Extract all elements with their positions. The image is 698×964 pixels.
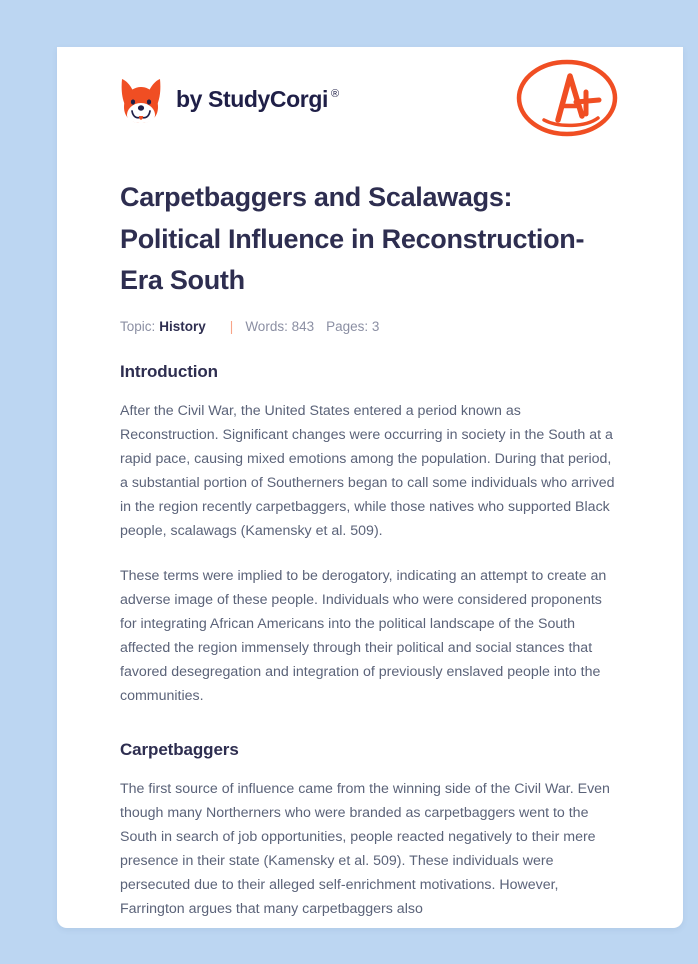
document-meta bbox=[120, 319, 620, 334]
a-plus-circled-icon bbox=[514, 56, 620, 140]
section-heading-introduction: Introduction bbox=[120, 361, 218, 381]
paragraph: The first source of influence came from the winning side of the Civil War. Even though many Northerners who were branded as carpetbaggers went to the South in search of job opportunities, people reacted negatively to their mere presence in their state (Kamensky et al. 509). These individuals were persecuted due to their alleged self-enrichment motivations. However, Farrington argues that many carpetbaggers also bbox=[120, 780, 610, 917]
meta-separator: | bbox=[229, 318, 234, 334]
brand-name: by StudyCorgi bbox=[176, 86, 328, 112]
section-heading-carpetbaggers: Carpetbaggers bbox=[120, 739, 239, 759]
document-header bbox=[120, 47, 620, 152]
meta-pages bbox=[326, 319, 379, 334]
studycorgi-brand[interactable] bbox=[120, 76, 339, 124]
page-title: Carpetbaggers and Scalawags: Political Influence in Reconstruction-Era South bbox=[120, 182, 585, 295]
meta-words bbox=[245, 319, 314, 334]
meta-pages-label: Pages: bbox=[326, 318, 369, 334]
registered-trademark-icon: ® bbox=[330, 88, 340, 100]
meta-topic-label: Topic: bbox=[120, 318, 156, 334]
paragraph: These terms were implied to be derogatory, indicating an attempt to create an adverse image of these people. Individuals who were considered proponents for integrating African Americans into the political landscape of the South affected the region immensely through their political and social stances that favored desegregation and integration of previously enslaved people into the communities. bbox=[120, 567, 607, 704]
meta-pages-value: 3 bbox=[371, 318, 380, 334]
document-page bbox=[57, 47, 683, 928]
meta-words-label: Words: bbox=[245, 318, 288, 334]
meta-topic-value[interactable]: History bbox=[159, 318, 206, 334]
paragraph: After the Civil War, the United States entered a period known as Reconstruction. Significant changes were occurring in society in the South at a rapid pace, causing mixed emotions among the population. During that period, a substantial portion of Southerners began to call some individuals who arrived in the region recently carpetbaggers, while those natives who supported Black people, scalawags (Kamensky et al. 509). bbox=[120, 402, 615, 539]
document-body bbox=[120, 362, 620, 921]
meta-words-value: 843 bbox=[291, 318, 315, 334]
corgi-face-icon bbox=[120, 76, 162, 124]
meta-topic bbox=[120, 319, 206, 334]
